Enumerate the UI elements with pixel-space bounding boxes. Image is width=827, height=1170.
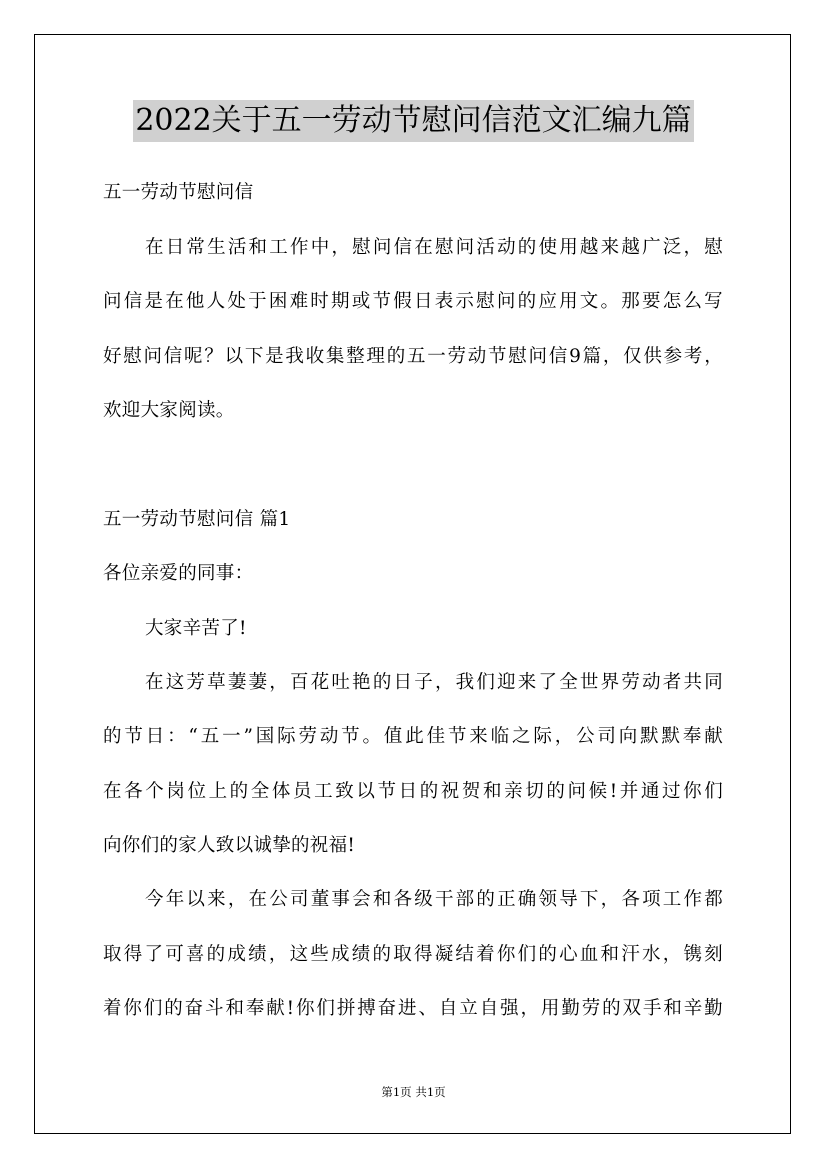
paragraph-line: 在各个岗位上的全体员工致以节日的祝贺和亲切的问候!并通过你们 <box>103 781 723 802</box>
intro-line: 好慰问信呢？以下是我收集整理的五一劳动节慰问信9篇，仅供参考， <box>103 346 723 367</box>
section-heading: 五一劳动节慰问信 篇1 <box>103 509 291 530</box>
intro-line: 问信是在他人处于困难时期或节假日表示慰问的应用文。那要怎么写 <box>103 291 723 312</box>
paragraph-line: 着你们的奋斗和奉献!你们拼搏奋进、自立自强，用勤劳的双手和辛勤 <box>103 998 723 1019</box>
paragraph-line: 向你们的家人致以诚挚的祝福! <box>103 835 356 856</box>
paragraph-line: 取得了可喜的成绩，这些成绩的取得凝结着你们的心血和汗水，镌刻 <box>103 944 723 965</box>
paragraph-line: 的节日：“五一”国际劳动节。值此佳节来临之际，公司向默默奉献 <box>103 726 723 747</box>
paragraph-line: 今年以来，在公司董事会和各级干部的正确领导下，各项工作都 <box>145 889 723 910</box>
document-title: 2022关于五一劳动节慰问信范文汇编九篇 <box>133 100 693 142</box>
page-footer: 第1页 共1页 <box>381 1085 446 1099</box>
intro-line: 欢迎大家阅读。 <box>103 400 235 421</box>
greeting: 大家辛苦了! <box>145 618 247 639</box>
paragraph-line: 在这芳草萋萋，百花吐艳的日子，我们迎来了全世界劳动者共同 <box>145 672 723 693</box>
heading: 五一劳动节慰问信 <box>103 182 254 203</box>
salutation: 各位亲爱的同事： <box>103 563 254 584</box>
title-container <box>0 100 827 142</box>
intro-line: 在日常生活和工作中，慰问信在慰问活动的使用越来越广泛，慰 <box>145 237 723 258</box>
